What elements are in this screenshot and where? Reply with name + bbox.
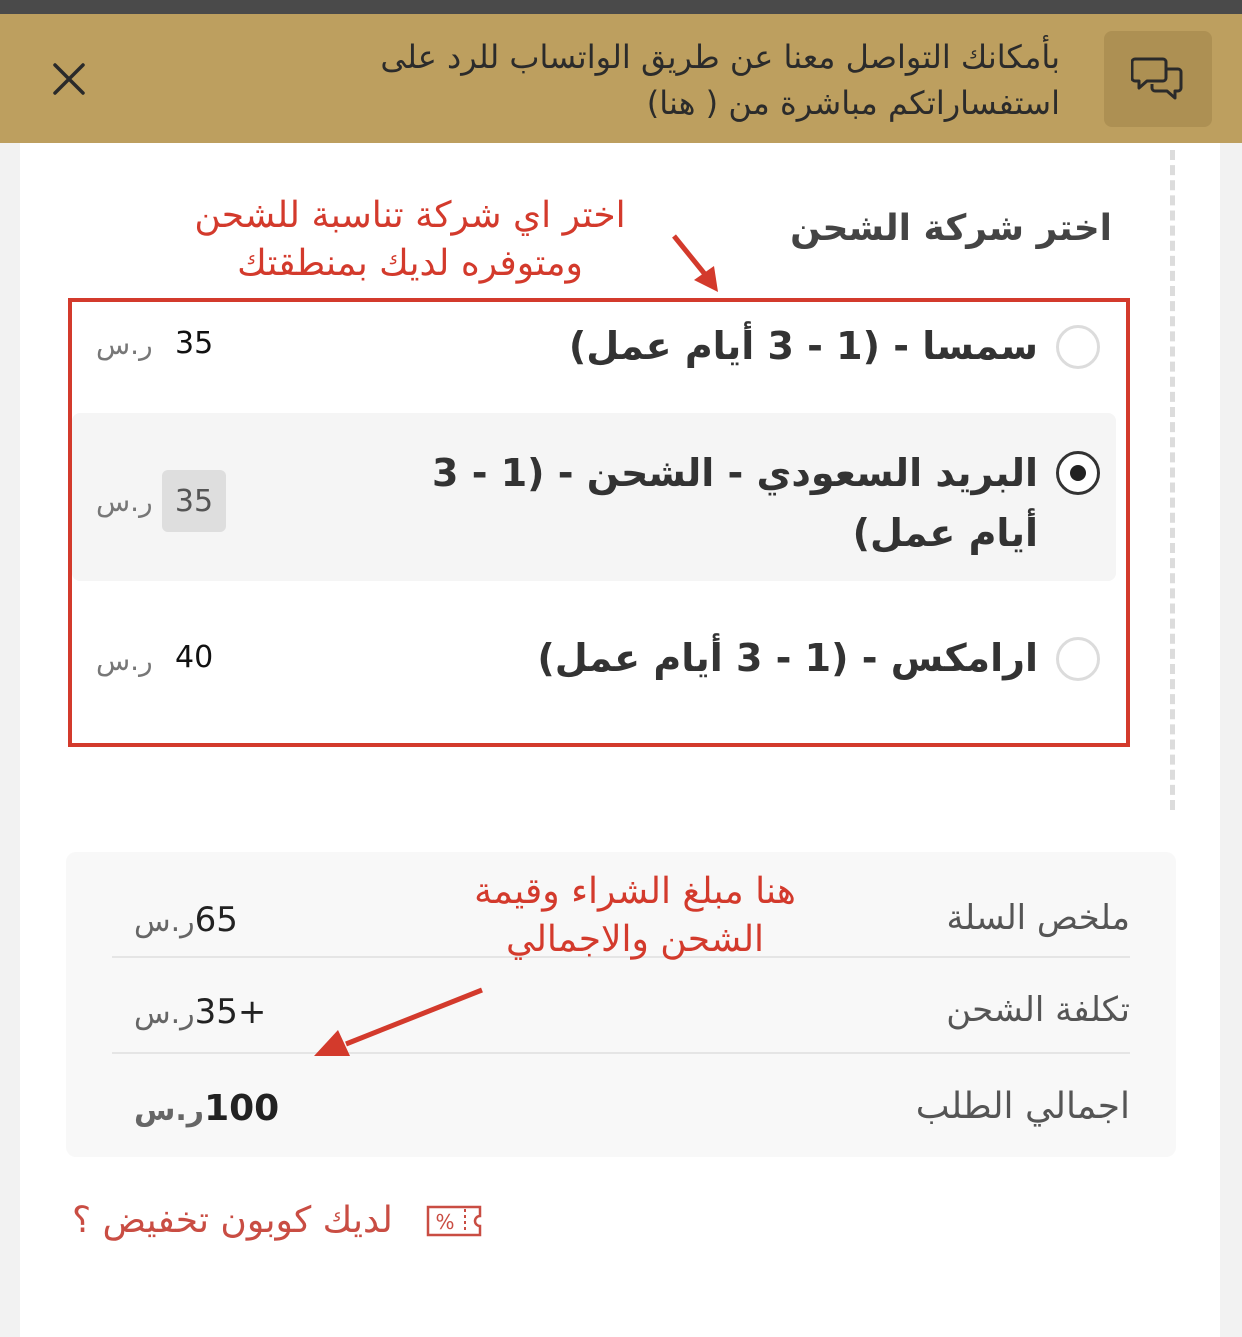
close-button[interactable]: [48, 58, 90, 100]
annotation-arrow: [306, 982, 490, 1066]
summary-label: ملخص السلة: [946, 898, 1130, 938]
whatsapp-banner: [0, 14, 1242, 143]
banner-message[interactable]: بأمكانك التواصل معنا عن طريق الواتساب للرد على استفساراتكم مباشرة من ( هنا): [380, 38, 1060, 122]
shipping-option-aramex[interactable]: [72, 618, 1116, 704]
step-divider: [1170, 150, 1175, 810]
annotation-arrow: [660, 228, 730, 300]
radio-saudi-post[interactable]: [1056, 451, 1100, 495]
amount: +35: [194, 992, 267, 1032]
amount: 65: [194, 900, 238, 940]
summary-label: اجمالي الطلب: [915, 1086, 1130, 1127]
currency: ر.س: [134, 1093, 205, 1128]
status-bar: [0, 0, 1242, 14]
summary-value: [112, 1088, 279, 1129]
shipping-annotation: اختر اي شركة تناسبة للشحن ومتوفره لديك بمنطقتك: [194, 195, 626, 284]
summary-annotation: هنا مبلغ الشراء وقيمة الشحن والاجمالي: [474, 871, 796, 960]
option-price: 40: [175, 640, 214, 675]
option-currency: ر.س: [96, 485, 153, 518]
option-price: 35: [175, 326, 214, 361]
radio-smsa[interactable]: [1056, 325, 1100, 369]
chat-icon: [1131, 55, 1185, 103]
close-icon: [52, 62, 86, 96]
shipping-title: اختر شركة الشحن: [790, 208, 1112, 249]
option-label: سمسا - (1 - 3 أيام عمل): [568, 324, 1038, 368]
summary-value: [112, 992, 266, 1032]
option-label: ارامكس - (1 - 3 أيام عمل): [537, 636, 1038, 680]
coupon-link[interactable]: [72, 1200, 483, 1241]
currency: ر.س: [134, 996, 195, 1031]
shipping-option-smsa[interactable]: [72, 304, 1116, 390]
option-currency: ر.س: [96, 644, 153, 677]
amount: 100: [204, 1088, 280, 1129]
currency: ر.س: [134, 904, 195, 939]
radio-aramex[interactable]: [1056, 637, 1100, 681]
coupon-icon: [425, 1204, 483, 1238]
summary-value: [112, 900, 238, 940]
coupon-label[interactable]: لديك كوبون تخفيض ؟: [72, 1200, 393, 1241]
option-label: البريد السعودي - الشحن - (1 - 3 أيام عمل): [432, 451, 1038, 555]
summary-label: تكلفة الشحن: [946, 990, 1130, 1030]
option-currency: ر.س: [96, 328, 153, 361]
chat-icon-button[interactable]: [1104, 31, 1212, 127]
shipping-option-saudi-post[interactable]: [72, 413, 1116, 581]
summary-row-shipping: [112, 956, 1130, 1054]
summary-row-total: [112, 1052, 1130, 1148]
svg-text:%: %: [435, 1209, 455, 1234]
option-price: 35: [162, 470, 226, 532]
